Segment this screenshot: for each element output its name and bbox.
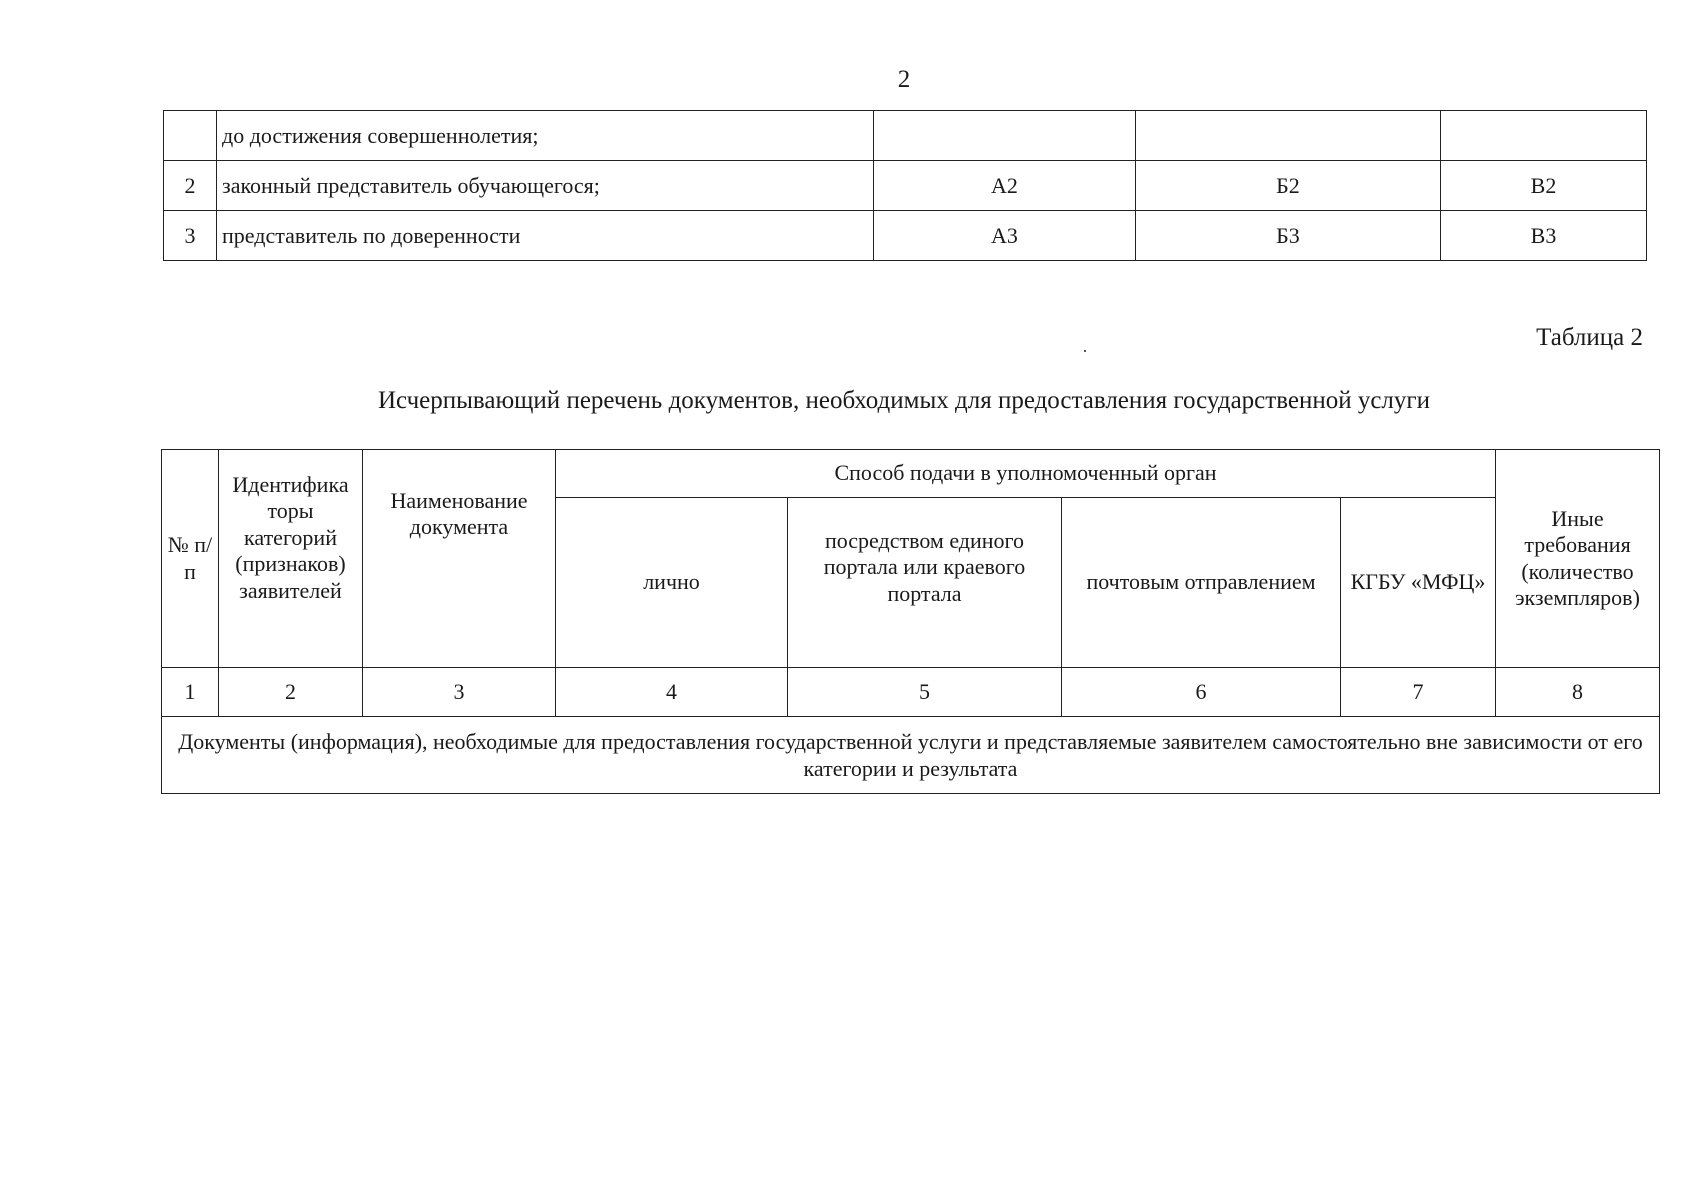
table-row xyxy=(164,111,1647,161)
header-portal: посредством единого портала или краевого портала xyxy=(788,498,1062,668)
table-title: Исчерпывающий перечень документов, необходимых для предоставления государственной услуги xyxy=(377,387,1431,414)
header-submission-method: Способ подачи в уполномоченный орган xyxy=(556,450,1496,498)
row-description: до достижения совершеннолетия; xyxy=(217,111,874,161)
row-number: 2 xyxy=(164,161,217,211)
scan-speck xyxy=(1084,350,1086,352)
row-description: представитель по доверенности xyxy=(217,211,874,261)
section-heading: Документы (информация), необходимые для предоставления государственной услуги и представляемые заявителем самостоятельно вне зависимости от его категории и результата xyxy=(162,717,1660,794)
column-index: 7 xyxy=(1341,668,1496,717)
header-other-requirements: Иные требования (количество экземпляров) xyxy=(1496,450,1660,668)
header-applicant-identifiers: Идентифика торы категорий (признаков) заявителей xyxy=(219,450,363,668)
code-b: Б3 xyxy=(1136,211,1441,261)
code-c: В3 xyxy=(1441,211,1647,261)
header-mail: почтовым отправлением xyxy=(1062,498,1341,668)
code-c: В2 xyxy=(1441,161,1647,211)
column-index: 8 xyxy=(1496,668,1660,717)
table-row xyxy=(164,161,1647,211)
code-c xyxy=(1441,111,1647,161)
header-mfc: КГБУ «МФЦ» xyxy=(1341,498,1496,668)
column-index: 1 xyxy=(162,668,219,717)
page-number: 2 xyxy=(897,66,911,93)
column-index: 4 xyxy=(556,668,788,717)
required-documents-table xyxy=(161,449,1660,794)
section-heading-row xyxy=(162,717,1660,794)
column-index: 2 xyxy=(219,668,363,717)
header-in-person: лично xyxy=(556,498,788,668)
column-index: 5 xyxy=(788,668,1062,717)
row-description: законный представитель обучающегося; xyxy=(217,161,874,211)
table-label: Таблица 2 xyxy=(1536,324,1643,351)
column-index: 6 xyxy=(1062,668,1341,717)
header-number: № п/п xyxy=(162,450,219,668)
row-number xyxy=(164,111,217,161)
table-row xyxy=(164,211,1647,261)
column-index-row xyxy=(162,668,1660,717)
code-a xyxy=(874,111,1136,161)
code-a: А3 xyxy=(874,211,1136,261)
header-document-name: Наименование документа xyxy=(363,450,556,668)
applicant-categories-table-continuation xyxy=(163,110,1647,261)
code-b: Б2 xyxy=(1136,161,1441,211)
code-b xyxy=(1136,111,1441,161)
row-number: 3 xyxy=(164,211,217,261)
code-a: А2 xyxy=(874,161,1136,211)
column-index: 3 xyxy=(363,668,556,717)
